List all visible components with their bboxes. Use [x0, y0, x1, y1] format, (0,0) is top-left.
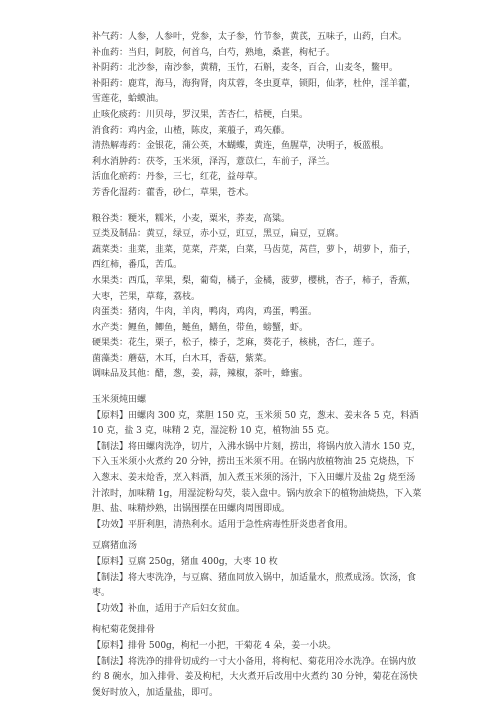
recipe-line: 【制法】将大枣洗净，与豆腐、猪血同放入锅中，加适量水，煎煮成汤。饮汤，食枣。: [92, 572, 417, 599]
food-line: 水产类：鲤鱼，鲫鱼，鲢鱼，鳝鱼，带鱼，螃蟹，虾。: [92, 322, 309, 333]
food-line: 粮谷类：粳米，糯米，小麦，粟米，荞麦，高粱。: [92, 213, 291, 224]
recipe-line: 【功效】补血，适用于产后妇女贫血。: [92, 603, 246, 614]
section-spacer: [92, 383, 422, 393]
food-line: 豆类及制品：黄豆，绿豆，赤小豆，豇豆，黑豆，扁豆，豆腐。: [92, 229, 345, 240]
herb-line: 补阴药：北沙参，南沙参，黄精，玉竹，石斛，麦冬，百合，山麦冬，鳖甲。: [92, 63, 399, 74]
recipe-block: [92, 539, 422, 617]
recipe-line: 【制法】将洗净的排骨切成约一寸大小备用，将枸杞、菊花用冷水洗净。在锅内放约 8 碗水，加入排骨、姜及枸杞，大火煮开后改用中火煮约 30 分钟，菊花在汤快煲好时放入，加适量盐，即可。: [92, 656, 418, 698]
herb-section: [92, 30, 422, 202]
food-line: 蔬菜类：韭菜，韭菜，苋菜，芹菜，白菜，马齿苋，莴苣，萝卜，胡萝卜，茄子，西红柿，番瓜，苦瓜。: [92, 244, 417, 271]
herb-line: 补阳药：鹿茸，海马，海狗肾，肉苁蓉，冬虫夏草，锁阳，仙茅，杜仲，淫羊藿，雪莲花，蛤蟆油。: [92, 78, 417, 105]
section-spacer: [92, 202, 422, 212]
herb-line: 补气药：人参，人参叶，党参，太子参，竹节参，黄芪，五味子，山药，白术。: [92, 32, 408, 42]
food-section: [92, 212, 422, 384]
recipe-line: 【制法】将田螺肉洗净，切片，入沸水锅中片刻，捞出，将锅内放入清水 150 克，下入玉米须小火煮约 20 分钟，捞出玉米须不用。在锅内放植物油 25 克烧热，下入葱末、姜末炝香，烹入料酒，加入煮玉米须的汤汁，下入田螺片及盐 2g 烧至汤汁浓时，加味精 1g，用湿淀粉勾芡，装入盘中。锅内放余下的植物油烧热，下入菜胆、盐、味精炒熟，出锅围摆在田螺肉周围即成。: [92, 441, 422, 515]
herb-line: 利水消肿药：茯苓，玉米须，泽泻，薏苡仁，车前子，泽兰。: [92, 156, 336, 167]
document-body: [92, 30, 422, 701]
recipe-line: 【原料】田螺肉 300 克，菜胆 150 克，玉米须 50 克，葱末、姜末各 5 克，料酒 10 克，盐 3 克，味精 2 克，湿淀粉 10 克，植物油 55 克。: [92, 410, 419, 437]
recipe-title: 豆腐猪血汤: [92, 541, 138, 552]
herb-line: 活血化瘀药：丹参，三七，红花，益母草。: [92, 172, 264, 183]
food-line: 水果类：西瓜，苹果，梨，葡萄，橘子，金橘，菠萝，樱桃，杏子，柿子，香蕉，大枣，芒果，草莓，荔枝。: [92, 275, 417, 302]
herb-line: 补血药：当归，阿胶，何首乌，白芍，熟地，桑葚，枸杞子。: [92, 47, 336, 58]
recipe-title: 枸杞菊花煲排骨: [92, 625, 156, 636]
recipe-line: 【原料】排骨 500g，枸杞一小把，干菊花 4 朵，姜一小块。: [92, 640, 337, 651]
herb-line: 芳香化湿药：藿香，砂仁，草果，苍术。: [92, 187, 255, 198]
food-line: 调味品及其他：醋，葱，姜，蒜，辣椒，茶叶，蜂蜜。: [92, 369, 309, 380]
food-line: 肉蛋类：猪肉，牛肉，羊肉，鸭肉，鸡肉，鸡蛋，鸭蛋。: [92, 307, 318, 318]
food-line: 硬果类：花生，栗子，松子，榛子，芝麻，葵花子，核桃，杏仁，莲子。: [92, 338, 381, 349]
recipe-block: [92, 623, 422, 701]
recipe-title: 玉米须炖田螺: [92, 395, 147, 406]
herb-line: 止咳化痰药：川贝母，罗汉果，苦杏仁，桔梗，白果。: [92, 109, 309, 120]
herb-line: 清热解毒药：金银花，蒲公英，木蝴蝶，黄连，鱼腥草，决明子，板蓝根。: [92, 141, 390, 152]
recipe-block: [92, 393, 422, 533]
recipe-line: 【原料】豆腐 250g，猪血 400g，大枣 10 枚: [92, 557, 278, 567]
herb-line: 消食药：鸡内金，山楂，陈皮，莱菔子，鸡矢藤。: [92, 125, 291, 136]
food-line: 菌藻类：蘑菇，木耳，白木耳，香菇，紫菜。: [92, 353, 273, 364]
recipe-line: 【功效】平肝利胆，清热利水。适用于急性病毒性肝炎患者食用。: [92, 519, 354, 530]
